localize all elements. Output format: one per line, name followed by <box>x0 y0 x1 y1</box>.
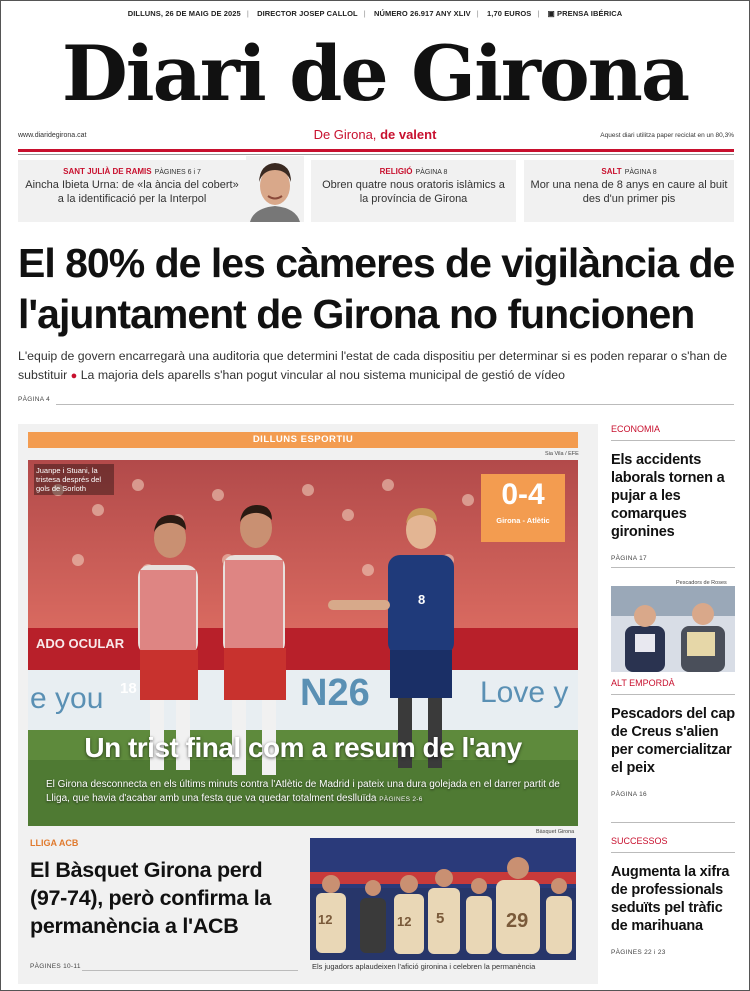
jersey-number-2: 12 <box>397 914 412 929</box>
sidebar-page: PÀGINA 16 <box>611 791 647 798</box>
acb-pages: PÀGINES 10-11 <box>30 963 81 970</box>
header-red-rule <box>18 149 734 152</box>
acb-kicker: LLIGA ACB <box>30 838 79 848</box>
teaser-text: Obren quatre nous oratoris islàmics a la província de Girona <box>322 179 505 205</box>
sidebar-photo-credit: Pescadors de Roses <box>676 580 727 586</box>
issue-number: NÚMERO 26.917 <box>373 9 434 18</box>
score-box <box>481 474 565 542</box>
sidebar-kicker: ECONOMIA <box>611 424 661 434</box>
sidebar-divider <box>611 852 735 853</box>
recycle-note: Aquest diari utilitza paper reciclat en un 80,3% <box>600 132 734 139</box>
edition-date: DILLUNS, 26 DE MAIG DE 2025 <box>127 9 241 18</box>
teaser-kicker-text: SANT JULIÀ DE RAMIS <box>63 167 152 176</box>
teaser-sant-julia[interactable] <box>18 160 246 222</box>
lead-deck-b: La majoria dels aparells s'han pogut vincular al nou sistema municipal de gestió de vídeo <box>80 368 565 382</box>
bullet-icon: ● <box>70 370 78 382</box>
sidebar-headline: Pescadors del cap de Creus s'alien per comercialitzar el peix <box>611 706 735 776</box>
acb-caption: Els jugadors aplaudeixen l'afició gironina i celebren la permanència <box>312 962 536 971</box>
motto-part2: de valent <box>380 127 437 142</box>
masthead[interactable]: Diari de Girona <box>61 29 689 118</box>
editor-name: DIRECTOR JOSEP CALLOL <box>257 9 358 18</box>
match-score: 0-4 <box>501 478 545 511</box>
sport-pages: PÀGINES 2-6 <box>379 796 423 803</box>
issue-year: ANY XLIV <box>435 9 471 18</box>
teaser-kicker <box>311 160 516 176</box>
sport-section-label: DILLUNS ESPORTIU <box>28 432 578 448</box>
teaser-kicker <box>18 160 246 176</box>
sidebar-divider <box>611 822 735 823</box>
edition-info: DILLUNS, 26 DE MAIG DE 2025 | DIRECTOR JOSEP CALLOL | NÚMERO 26.917 ANY XLIV | 1,70 EUROS | ▣ PRENSA IBÉRICA <box>127 9 623 18</box>
sidebar-story-alt-emporda[interactable] <box>611 678 735 798</box>
sidebar-page: PÀGINA 17 <box>611 555 647 562</box>
ad-banner-1: e you <box>30 682 104 715</box>
sport-photo-caption: Juanpe i Stuani, la tristesa després del gols de Sorloth <box>34 464 114 495</box>
teaser-salt[interactable] <box>524 160 734 222</box>
acb-photo-credit: Bàsquet Girona <box>536 829 575 835</box>
sidebar-photo[interactable] <box>611 586 735 672</box>
teaser-pages: PÀGINES 6 i 7 <box>154 169 201 176</box>
jersey-number-1: 12 <box>318 912 333 927</box>
group-name: PRENSA IBÉRICA <box>557 9 623 18</box>
fishermen-image <box>611 586 735 672</box>
teaser-portrait <box>246 156 304 222</box>
match-teams: Girona - Atlètic <box>496 516 550 525</box>
acb-headline[interactable]: El Bàsquet Girona perd (97-74), però confirma la permanència a l'ACB <box>30 858 272 938</box>
ad-banner-2: N26 <box>300 672 370 714</box>
shirt-number-1: 18 <box>120 680 137 697</box>
sidebar-page: PÀGINES 22 i 23 <box>611 949 666 956</box>
motto-part1: De Girona, <box>313 127 377 142</box>
sidebar-story-economia[interactable] <box>611 424 735 562</box>
sidebar-kicker: ALT EMPORDÀ <box>611 678 675 688</box>
portrait-image <box>246 156 304 222</box>
acb-photo[interactable] <box>310 838 576 960</box>
header-grey-rule <box>18 154 734 155</box>
sidebar-headline: Augmenta la xifra de professionals seduïts pel tràfic de marihuana <box>611 864 730 934</box>
lead-deck <box>18 347 740 386</box>
sport-headline[interactable]: Un trist final com a resum de l'any <box>84 732 522 763</box>
jersey-number-4: 29 <box>506 910 529 932</box>
sport-photo-credit: Sia Vila / EFE <box>545 451 579 457</box>
ad-board-text: ADO OCULAR <box>36 636 125 651</box>
lead-divider <box>56 404 734 405</box>
group-logo-icon: ▣ <box>547 9 555 18</box>
basketball-scene <box>310 838 576 960</box>
issue-price: 1,70 EUROS <box>487 9 532 18</box>
shirt-number-2: 8 <box>418 592 426 607</box>
teaser-pages: PÀGINA 8 <box>415 169 448 176</box>
teaser-religio[interactable] <box>311 160 516 222</box>
sidebar-headline: Els accidents laborals tornen a pujar a les comarques gironines <box>611 452 725 540</box>
sidebar-story-successos[interactable] <box>611 836 735 956</box>
teaser-text: Aincha Ibieta Urna: de «la ància del cobert» a la identificació per la Interpol <box>25 179 239 205</box>
lead-headline[interactable]: El 80% de les càmeres de vigilància de l'ajuntament de Girona no funcionen <box>18 240 735 337</box>
acb-divider <box>82 970 298 971</box>
website-link[interactable]: www.diaridegirona.cat <box>18 132 87 139</box>
sidebar-divider <box>611 567 735 568</box>
lead-page: PÀGINA 4 <box>18 396 51 403</box>
teaser-kicker <box>524 160 734 176</box>
sport-description <box>46 778 566 807</box>
sidebar-kicker: SUCCESSOS <box>611 836 668 846</box>
ad-banner-3: Love y <box>480 676 569 709</box>
sport-desc-text: El Girona desconnecta en els últims minuts contra l'Atlètic de Madrid i pateix una dura golejada en el darrer partit de Lliga, que havia d'acabar amb una festa que va quedar totalment deslluïda <box>46 779 560 804</box>
teaser-kicker-text: RELIGIÓ <box>379 167 413 176</box>
sidebar-divider <box>611 694 735 695</box>
teaser-pages: PÀGINA 8 <box>624 169 657 176</box>
sidebar-divider <box>611 440 735 441</box>
lead-deck-a: L'equip de govern encarregarà una auditoria que determini l'estat de cada dispositiu per determinar si es poden reparar o s'han de substituir <box>18 349 728 382</box>
teaser-kicker-text: SALT <box>601 167 622 176</box>
teaser-text: Mor una nena de 8 anys en caure al buit des d'un primer pis <box>530 179 728 205</box>
jersey-number-3: 5 <box>436 910 445 927</box>
